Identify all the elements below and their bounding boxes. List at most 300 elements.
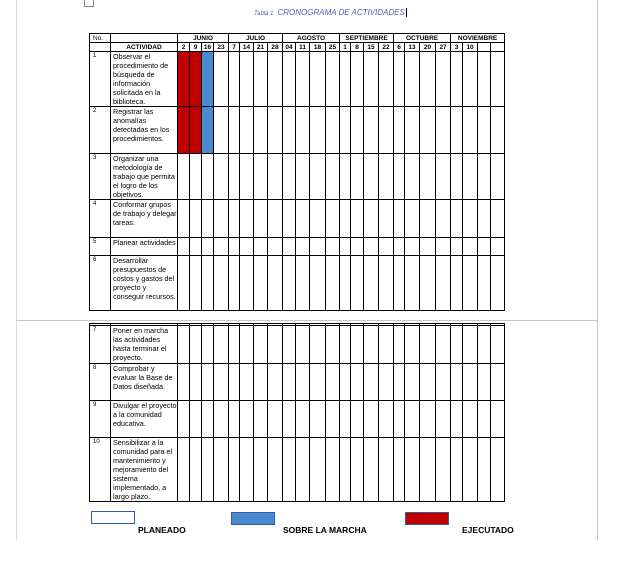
schedule-cell[interactable] <box>463 238 478 256</box>
schedule-cell[interactable] <box>326 401 340 438</box>
schedule-cell[interactable] <box>478 401 491 438</box>
schedule-cell[interactable] <box>394 326 405 364</box>
schedule-cell[interactable] <box>463 256 478 311</box>
schedule-cell[interactable] <box>214 438 229 502</box>
schedule-cell[interactable] <box>178 238 190 256</box>
schedule-cell[interactable] <box>379 200 394 238</box>
schedule-cell[interactable] <box>420 326 436 364</box>
schedule-cell[interactable] <box>310 52 326 107</box>
schedule-cell[interactable] <box>326 326 340 364</box>
schedule-cell[interactable] <box>283 107 296 154</box>
row-number[interactable]: 8 <box>90 364 111 401</box>
week-header[interactable] <box>478 43 491 52</box>
schedule-cell[interactable] <box>229 326 240 364</box>
schedule-cell[interactable] <box>340 364 351 401</box>
schedule-cell[interactable] <box>451 401 463 438</box>
activity-row[interactable] <box>90 200 505 238</box>
schedule-cell[interactable] <box>178 107 190 154</box>
activity-description[interactable]: Desarrollar presupuestos de costos y gastos del proyecto y conseguir recursos. <box>111 256 178 311</box>
schedule-cell[interactable] <box>283 154 296 200</box>
schedule-cell[interactable] <box>405 256 420 311</box>
schedule-cell[interactable] <box>478 438 491 502</box>
schedule-cell[interactable] <box>240 401 254 438</box>
schedule-cell[interactable] <box>394 107 405 154</box>
schedule-cell[interactable] <box>240 364 254 401</box>
schedule-cell[interactable] <box>340 326 351 364</box>
week-header[interactable]: 22 <box>379 43 394 52</box>
schedule-cell[interactable] <box>268 438 283 502</box>
row-number[interactable]: 2 <box>90 107 111 154</box>
schedule-cell[interactable] <box>240 256 254 311</box>
schedule-cell[interactable] <box>491 438 505 502</box>
schedule-cell[interactable] <box>420 52 436 107</box>
schedule-cell[interactable] <box>463 438 478 502</box>
schedule-cell[interactable] <box>451 256 463 311</box>
schedule-cell[interactable] <box>491 326 505 364</box>
schedule-cell[interactable] <box>240 154 254 200</box>
schedule-cell[interactable] <box>394 256 405 311</box>
schedule-cell[interactable] <box>379 154 394 200</box>
table-caption[interactable] <box>254 8 407 17</box>
schedule-cell[interactable] <box>340 256 351 311</box>
schedule-cell[interactable] <box>283 364 296 401</box>
week-header[interactable]: 04 <box>283 43 296 52</box>
schedule-cell[interactable] <box>283 238 296 256</box>
week-header[interactable]: 9 <box>190 43 202 52</box>
schedule-cell[interactable] <box>351 256 364 311</box>
month-header[interactable]: AGOSTO <box>283 34 340 43</box>
schedule-cell[interactable] <box>405 52 420 107</box>
schedule-cell[interactable] <box>178 52 190 107</box>
schedule-cell[interactable] <box>394 200 405 238</box>
schedule-cell[interactable] <box>491 401 505 438</box>
schedule-cell[interactable] <box>379 364 394 401</box>
schedule-cell[interactable] <box>178 401 190 438</box>
schedule-cell[interactable] <box>394 238 405 256</box>
schedule-cell[interactable] <box>202 256 214 311</box>
activity-description[interactable]: Planear actividades <box>111 238 178 256</box>
schedule-cell[interactable] <box>340 438 351 502</box>
activity-row[interactable] <box>90 238 505 256</box>
schedule-cell[interactable] <box>240 438 254 502</box>
schedule-cell[interactable] <box>420 154 436 200</box>
schedule-cell[interactable] <box>214 364 229 401</box>
schedule-cell[interactable] <box>491 52 505 107</box>
schedule-cell[interactable] <box>451 364 463 401</box>
week-header[interactable]: 1 <box>340 43 351 52</box>
schedule-cell[interactable] <box>283 256 296 311</box>
schedule-cell[interactable] <box>296 438 310 502</box>
schedule-cell[interactable] <box>379 256 394 311</box>
schedule-cell[interactable] <box>310 238 326 256</box>
schedule-cell[interactable] <box>364 52 379 107</box>
schedule-cell[interactable] <box>451 154 463 200</box>
schedule-cell[interactable] <box>364 154 379 200</box>
schedule-cell[interactable] <box>190 438 202 502</box>
schedule-cell[interactable] <box>178 200 190 238</box>
schedule-cell[interactable] <box>178 256 190 311</box>
week-header[interactable]: 21 <box>254 43 268 52</box>
schedule-cell[interactable] <box>296 200 310 238</box>
schedule-cell[interactable] <box>190 200 202 238</box>
schedule-cell[interactable] <box>190 256 202 311</box>
schedule-cell[interactable] <box>326 256 340 311</box>
activity-row[interactable] <box>90 107 505 154</box>
schedule-cell[interactable] <box>283 326 296 364</box>
schedule-cell[interactable] <box>178 438 190 502</box>
schedule-cell[interactable] <box>296 154 310 200</box>
schedule-cell[interactable] <box>351 401 364 438</box>
week-header[interactable]: 7 <box>229 43 240 52</box>
schedule-cell[interactable] <box>326 238 340 256</box>
schedule-cell[interactable] <box>178 154 190 200</box>
schedule-cell[interactable] <box>326 154 340 200</box>
schedule-cell[interactable] <box>394 401 405 438</box>
schedule-cell[interactable] <box>351 107 364 154</box>
schedule-cell[interactable] <box>202 107 214 154</box>
schedule-cell[interactable] <box>340 238 351 256</box>
schedule-cell[interactable] <box>478 200 491 238</box>
row-number[interactable]: 6 <box>90 256 111 311</box>
schedule-cell[interactable] <box>240 107 254 154</box>
schedule-cell[interactable] <box>436 107 451 154</box>
schedule-cell[interactable] <box>214 200 229 238</box>
schedule-cell[interactable] <box>491 256 505 311</box>
schedule-cell[interactable] <box>296 401 310 438</box>
schedule-cell[interactable] <box>420 364 436 401</box>
schedule-cell[interactable] <box>478 52 491 107</box>
activity-row[interactable] <box>90 401 505 438</box>
table-move-handle[interactable] <box>84 0 94 7</box>
schedule-cell[interactable] <box>364 256 379 311</box>
schedule-cell[interactable] <box>254 154 268 200</box>
week-header[interactable]: 25 <box>326 43 340 52</box>
schedule-cell[interactable] <box>463 154 478 200</box>
schedule-cell[interactable] <box>214 326 229 364</box>
schedule-cell[interactable] <box>420 438 436 502</box>
schedule-cell[interactable] <box>491 238 505 256</box>
week-header[interactable]: 10 <box>463 43 478 52</box>
week-header[interactable]: 16 <box>202 43 214 52</box>
schedule-cell[interactable] <box>202 200 214 238</box>
schedule-cell[interactable] <box>364 401 379 438</box>
schedule-cell[interactable] <box>340 401 351 438</box>
activity-description[interactable]: Divulgar el proyecto a la comunidad educativa. <box>111 401 178 438</box>
schedule-cell[interactable] <box>436 256 451 311</box>
schedule-cell[interactable] <box>379 238 394 256</box>
schedule-cell[interactable] <box>190 401 202 438</box>
schedule-cell[interactable] <box>283 200 296 238</box>
schedule-cell[interactable] <box>283 52 296 107</box>
schedule-cell[interactable] <box>268 401 283 438</box>
schedule-cell[interactable] <box>351 200 364 238</box>
schedule-cell[interactable] <box>240 52 254 107</box>
schedule-cell[interactable] <box>254 107 268 154</box>
schedule-cell[interactable] <box>310 438 326 502</box>
activity-description[interactable]: Observar el procedimiento de búsqueda de información solicitada en la biblioteca. <box>111 52 178 107</box>
row-number[interactable]: 9 <box>90 401 111 438</box>
schedule-cell[interactable] <box>420 107 436 154</box>
schedule-cell[interactable] <box>296 326 310 364</box>
row-number[interactable]: 3 <box>90 154 111 200</box>
schedule-cell[interactable] <box>463 326 478 364</box>
schedule-cell[interactable] <box>202 364 214 401</box>
schedule-cell[interactable] <box>190 107 202 154</box>
header-blank[interactable] <box>111 34 178 43</box>
schedule-cell[interactable] <box>463 364 478 401</box>
schedule-cell[interactable] <box>405 438 420 502</box>
schedule-cell[interactable] <box>491 154 505 200</box>
schedule-cell[interactable] <box>254 401 268 438</box>
schedule-cell[interactable] <box>214 401 229 438</box>
schedule-cell[interactable] <box>254 364 268 401</box>
schedule-cell[interactable] <box>254 438 268 502</box>
schedule-cell[interactable] <box>310 364 326 401</box>
schedule-cell[interactable] <box>178 364 190 401</box>
schedule-cell[interactable] <box>394 364 405 401</box>
schedule-cell[interactable] <box>364 107 379 154</box>
month-header[interactable]: JULIO <box>229 34 283 43</box>
activity-description[interactable]: Poner en marcha las actividades hasta terminar el proyecto. <box>111 326 178 364</box>
schedule-cell[interactable] <box>405 401 420 438</box>
schedule-cell[interactable] <box>436 326 451 364</box>
schedule-cell[interactable] <box>420 401 436 438</box>
schedule-table-part1[interactable] <box>89 33 505 311</box>
activity-description[interactable]: Organizar una metodología de trabajo que permita el logro de los objetivos. <box>111 154 178 200</box>
schedule-cell[interactable] <box>478 107 491 154</box>
schedule-cell[interactable] <box>214 238 229 256</box>
schedule-cell[interactable] <box>190 238 202 256</box>
schedule-cell[interactable] <box>436 52 451 107</box>
schedule-cell[interactable] <box>405 326 420 364</box>
schedule-cell[interactable] <box>283 401 296 438</box>
week-header[interactable]: 28 <box>268 43 283 52</box>
week-header[interactable]: 23 <box>214 43 229 52</box>
schedule-cell[interactable] <box>268 364 283 401</box>
week-header[interactable]: 20 <box>420 43 436 52</box>
schedule-cell[interactable] <box>240 238 254 256</box>
activity-row[interactable] <box>90 256 505 311</box>
schedule-cell[interactable] <box>296 364 310 401</box>
schedule-cell[interactable] <box>420 238 436 256</box>
week-header[interactable]: 13 <box>405 43 420 52</box>
schedule-cell[interactable] <box>364 200 379 238</box>
activity-row[interactable] <box>90 364 505 401</box>
schedule-cell[interactable] <box>351 238 364 256</box>
schedule-cell[interactable] <box>340 52 351 107</box>
schedule-cell[interactable] <box>420 200 436 238</box>
schedule-cell[interactable] <box>229 256 240 311</box>
schedule-cell[interactable] <box>240 200 254 238</box>
schedule-cell[interactable] <box>229 154 240 200</box>
schedule-cell[interactable] <box>405 200 420 238</box>
schedule-cell[interactable] <box>478 326 491 364</box>
schedule-cell[interactable] <box>364 238 379 256</box>
schedule-cell[interactable] <box>351 364 364 401</box>
schedule-cell[interactable] <box>178 326 190 364</box>
schedule-cell[interactable] <box>310 107 326 154</box>
activity-description[interactable]: Registrar las anomalías detectadas en los procedimientos. <box>111 107 178 154</box>
activity-description[interactable]: Comprobar y evaluar la Base de Datos diseñada. <box>111 364 178 401</box>
schedule-cell[interactable] <box>326 364 340 401</box>
activity-row[interactable] <box>90 438 505 502</box>
header-no[interactable]: No. <box>90 34 111 43</box>
schedule-cell[interactable] <box>379 107 394 154</box>
schedule-cell[interactable] <box>405 107 420 154</box>
schedule-cell[interactable] <box>268 107 283 154</box>
week-header[interactable]: 14 <box>240 43 254 52</box>
schedule-cell[interactable] <box>190 326 202 364</box>
schedule-cell[interactable] <box>451 326 463 364</box>
schedule-cell[interactable] <box>229 200 240 238</box>
schedule-cell[interactable] <box>463 401 478 438</box>
month-header[interactable]: JUNIO <box>178 34 229 43</box>
schedule-cell[interactable] <box>214 107 229 154</box>
schedule-cell[interactable] <box>229 238 240 256</box>
schedule-table-part2[interactable] <box>89 323 505 502</box>
schedule-cell[interactable] <box>326 200 340 238</box>
activity-row[interactable] <box>90 154 505 200</box>
schedule-cell[interactable] <box>405 154 420 200</box>
schedule-cell[interactable] <box>268 52 283 107</box>
schedule-cell[interactable] <box>394 438 405 502</box>
schedule-cell[interactable] <box>463 200 478 238</box>
schedule-cell[interactable] <box>478 364 491 401</box>
schedule-cell[interactable] <box>202 326 214 364</box>
schedule-cell[interactable] <box>379 401 394 438</box>
schedule-cell[interactable] <box>268 256 283 311</box>
schedule-cell[interactable] <box>326 107 340 154</box>
week-header[interactable]: 8 <box>351 43 364 52</box>
schedule-cell[interactable] <box>436 154 451 200</box>
schedule-cell[interactable] <box>364 364 379 401</box>
schedule-cell[interactable] <box>240 326 254 364</box>
schedule-cell[interactable] <box>451 438 463 502</box>
row-number[interactable]: 7 <box>90 326 111 364</box>
schedule-cell[interactable] <box>296 52 310 107</box>
schedule-cell[interactable] <box>379 438 394 502</box>
schedule-cell[interactable] <box>326 438 340 502</box>
header-blank[interactable] <box>90 43 111 52</box>
schedule-cell[interactable] <box>283 438 296 502</box>
schedule-cell[interactable] <box>229 107 240 154</box>
schedule-cell[interactable] <box>351 52 364 107</box>
week-header[interactable]: 11 <box>296 43 310 52</box>
schedule-cell[interactable] <box>478 256 491 311</box>
schedule-cell[interactable] <box>451 107 463 154</box>
schedule-cell[interactable] <box>190 154 202 200</box>
schedule-cell[interactable] <box>340 154 351 200</box>
schedule-cell[interactable] <box>436 401 451 438</box>
week-header[interactable]: 18 <box>310 43 326 52</box>
schedule-cell[interactable] <box>491 364 505 401</box>
schedule-cell[interactable] <box>254 326 268 364</box>
schedule-cell[interactable] <box>229 401 240 438</box>
schedule-cell[interactable] <box>214 256 229 311</box>
row-number[interactable]: 4 <box>90 200 111 238</box>
month-header[interactable]: NOVIEMBRE <box>451 34 505 43</box>
schedule-cell[interactable] <box>268 238 283 256</box>
schedule-cell[interactable] <box>310 154 326 200</box>
week-header[interactable]: 15 <box>364 43 379 52</box>
schedule-cell[interactable] <box>202 52 214 107</box>
schedule-cell[interactable] <box>296 107 310 154</box>
schedule-cell[interactable] <box>405 364 420 401</box>
schedule-cell[interactable] <box>254 256 268 311</box>
schedule-cell[interactable] <box>254 200 268 238</box>
week-header[interactable]: 6 <box>394 43 405 52</box>
schedule-cell[interactable] <box>310 256 326 311</box>
schedule-cell[interactable] <box>214 154 229 200</box>
schedule-cell[interactable] <box>229 364 240 401</box>
week-header[interactable]: 2 <box>178 43 190 52</box>
schedule-cell[interactable] <box>463 107 478 154</box>
schedule-cell[interactable] <box>190 52 202 107</box>
schedule-cell[interactable] <box>340 107 351 154</box>
schedule-cell[interactable] <box>351 438 364 502</box>
schedule-cell[interactable] <box>436 438 451 502</box>
schedule-cell[interactable] <box>491 107 505 154</box>
schedule-cell[interactable] <box>268 326 283 364</box>
schedule-cell[interactable] <box>491 200 505 238</box>
schedule-cell[interactable] <box>229 438 240 502</box>
schedule-cell[interactable] <box>436 238 451 256</box>
schedule-cell[interactable] <box>451 238 463 256</box>
schedule-cell[interactable] <box>202 438 214 502</box>
schedule-cell[interactable] <box>364 438 379 502</box>
schedule-cell[interactable] <box>229 52 240 107</box>
month-header[interactable]: OCTUBRE <box>394 34 451 43</box>
month-header[interactable]: SEPTIEMBRE <box>340 34 394 43</box>
schedule-cell[interactable] <box>340 200 351 238</box>
schedule-cell[interactable] <box>310 401 326 438</box>
schedule-cell[interactable] <box>254 238 268 256</box>
schedule-cell[interactable] <box>351 154 364 200</box>
schedule-cell[interactable] <box>405 238 420 256</box>
week-header[interactable]: 3 <box>451 43 463 52</box>
schedule-cell[interactable] <box>420 256 436 311</box>
schedule-cell[interactable] <box>351 326 364 364</box>
schedule-cell[interactable] <box>394 154 405 200</box>
schedule-cell[interactable] <box>326 52 340 107</box>
week-header[interactable] <box>491 43 505 52</box>
schedule-cell[interactable] <box>202 238 214 256</box>
schedule-cell[interactable] <box>268 154 283 200</box>
schedule-cell[interactable] <box>379 326 394 364</box>
schedule-cell[interactable] <box>364 326 379 364</box>
schedule-cell[interactable] <box>310 200 326 238</box>
activity-row[interactable] <box>90 52 505 107</box>
schedule-cell[interactable] <box>478 238 491 256</box>
schedule-cell[interactable] <box>296 238 310 256</box>
activity-description[interactable]: Sensibilizar a la comunidad para el mantenimiento y mejoramiento del sistema implementado, a largo plazo. <box>111 438 178 502</box>
activity-row[interactable] <box>90 326 505 364</box>
schedule-cell[interactable] <box>202 401 214 438</box>
schedule-cell[interactable] <box>214 52 229 107</box>
schedule-cell[interactable] <box>254 52 268 107</box>
schedule-cell[interactable] <box>190 364 202 401</box>
week-header[interactable]: 27 <box>436 43 451 52</box>
activity-description[interactable]: Conformar grupos de trabajo y delegar tareas. <box>111 200 178 238</box>
row-number[interactable]: 10 <box>90 438 111 502</box>
schedule-cell[interactable] <box>394 52 405 107</box>
schedule-cell[interactable] <box>451 200 463 238</box>
schedule-cell[interactable] <box>310 326 326 364</box>
row-number[interactable]: 5 <box>90 238 111 256</box>
schedule-cell[interactable] <box>451 52 463 107</box>
schedule-cell[interactable] <box>379 52 394 107</box>
schedule-cell[interactable] <box>463 52 478 107</box>
